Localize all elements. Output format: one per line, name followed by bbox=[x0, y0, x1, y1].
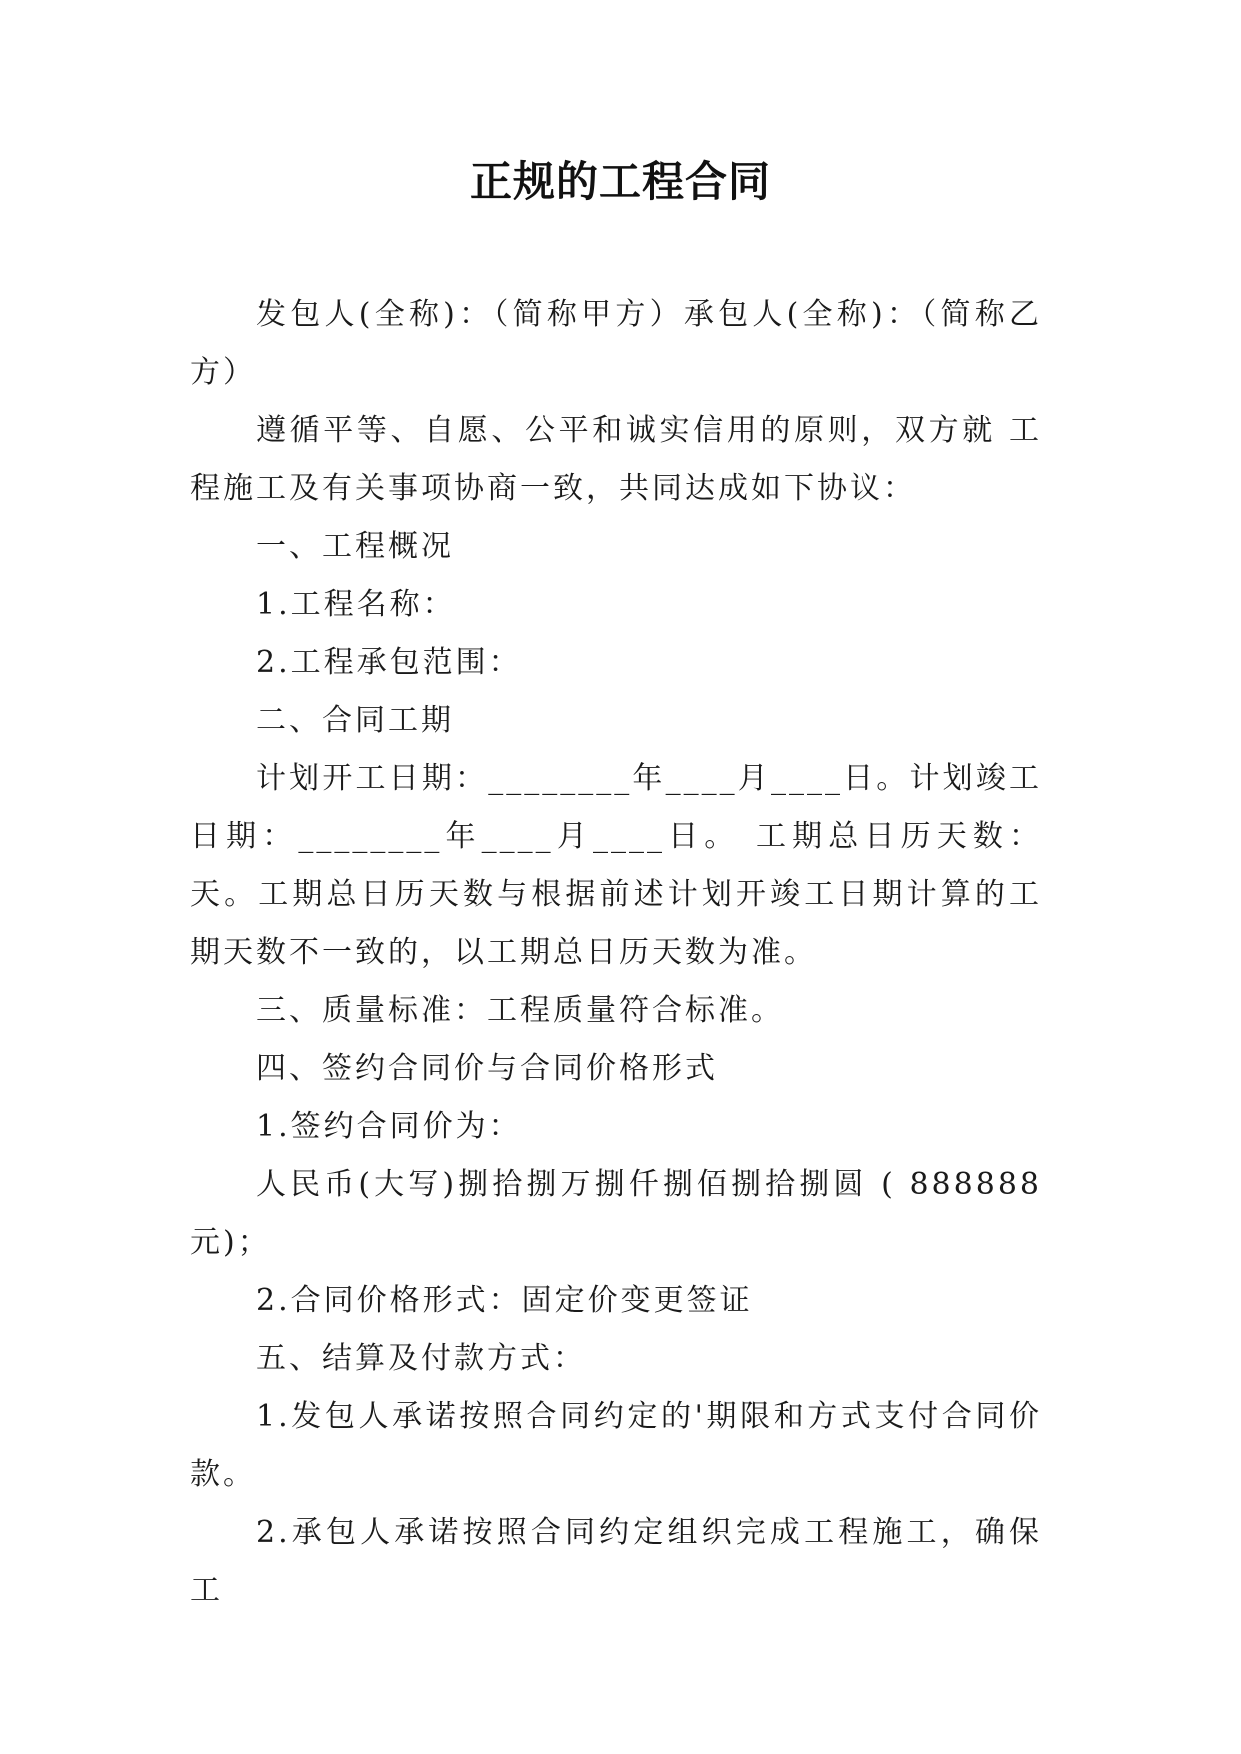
price-form-line: 2.合同价格形式：固定价变更签证 bbox=[256, 1283, 753, 1318]
contract-price-line: 1.签约合同价为： bbox=[256, 1109, 522, 1144]
schedule-paragraph: 计划开工日期：________年____月____日。计划竣工日期：________年____月____日。 工期总日历天数：天。工期总日历天数与根据前述计划开竣工日期计算的工期天数不一致的，以工期总日历天数为准。 bbox=[190, 761, 1042, 970]
project-scope-line: 2.工程承包范围： bbox=[256, 645, 522, 680]
document-body bbox=[190, 286, 1042, 1620]
section-heading-contract-period: 二、合同工期 bbox=[256, 703, 454, 738]
section-heading-quality-standard: 三、质量标准：工程质量符合标准。 bbox=[256, 993, 784, 1028]
project-name-line: 1.工程名称： bbox=[256, 587, 456, 622]
settlement-clause-2: 2.承包人承诺按照合同约定组织完成工程施工，确保工 bbox=[190, 1515, 1042, 1608]
parties-paragraph: 发包人(全称)：（简称甲方）承包人(全称)：（简称乙方） bbox=[190, 297, 1042, 390]
section-heading-contract-price: 四、签约合同价与合同价格形式 bbox=[256, 1051, 718, 1086]
preamble-paragraph: 遵循平等、自愿、公平和诚实信用的原则，双方就 工程施工及有关事项协商一致，共同达成如下协议： bbox=[190, 413, 1042, 506]
document-title: 正规的工程合同 bbox=[469, 157, 771, 206]
contract-price-amount: 人民币(大写)捌拾捌万捌仟捌佰捌拾捌圆 ( 888888元)； bbox=[190, 1167, 1042, 1260]
settlement-clause-1: 1.发包人承诺按照合同约定的'期限和方式支付合同价款。 bbox=[190, 1399, 1042, 1492]
section-heading-project-overview: 一、工程概况 bbox=[256, 529, 454, 564]
section-heading-settlement: 五、结算及付款方式： bbox=[256, 1341, 586, 1376]
